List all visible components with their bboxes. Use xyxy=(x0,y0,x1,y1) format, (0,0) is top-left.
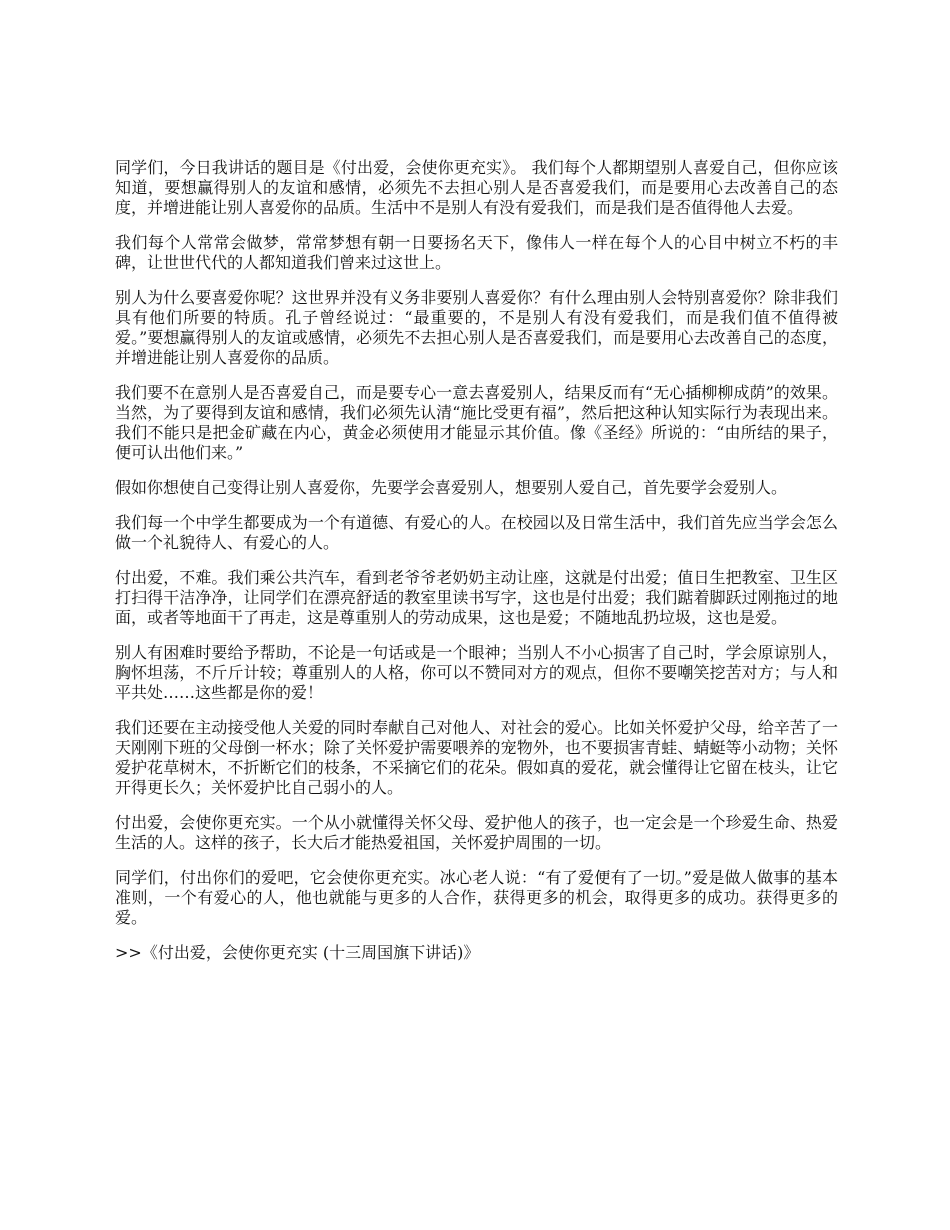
paragraph-2: 我们每个人常常会做梦，常常梦想有朝一日要扬名天下，像伟人一样在每个人的心目中树立不朽的丰碑，让世世代代的人都知道我们曾来过这世上。 xyxy=(115,233,838,272)
paragraph-10: 付出爱，会使你更充实。一个从小就懂得关怀父母、爱护他人的孩子，也一定会是一个珍爱生命、热爱生活的人。这样的孩子，长大后才能热爱祖国，关怀爱护周围的一切。 xyxy=(115,813,838,852)
paragraph-3: 别人为什么要喜爱你呢？这世界并没有义务非要别人喜爱你？有什么理由别人会特别喜爱你？除非我们具有他们所要的特质。孔子曾经说过：“最重要的，不是别人有没有爱我们，而是我们值不值得被爱。”要想赢得别人的友谊或感情，必须先不去担心别人是否喜爱我们，而是要用心去改善自己的态度，并增进能让别人喜爱你的品质。 xyxy=(115,288,838,367)
related-article-link[interactable]: >>《付出爱，会使你更充实 (十三周国旗下讲话)》 xyxy=(115,943,480,962)
paragraph-7: 付出爱，不难。我们乘公共汽车，看到老爷爷老奶奶主动让座，这就是付出爱；值日生把教室、卫生区打扫得干洁净净，让同学们在漂亮舒适的教室里读书写字，这也是付出爱；我们踮着脚跃过刚拖过的地面，或者等地面干了再走，这是尊重别人的劳动成果，这也是爱；不随地乱扔垃圾，这也是爱。 xyxy=(115,568,838,627)
paragraph-1: 同学们，今日我讲话的题目是《付出爱，会使你更充实》。 我们每个人都期望别人喜爱自己，但你应该知道，要想赢得别人的友谊和感情，必须先不去担心别人是否喜爱我们，而是要用心去改善自己的态度，并增进能让别人喜爱你的品质。生活中不是别人有没有爱我们，而是我们是否值得他人去爱。 xyxy=(115,158,838,217)
paragraph-9: 我们还要在主动接受他人关爱的同时奉献自己对他人、对社会的爱心。比如关怀爱护父母，给辛苦了一天刚刚下班的父母倒一杯水；除了关怀爱护需要喂养的宠物外，也不要损害青蛙、蜻蜓等小动物；关怀爱护花草树木，不折断它们的枝条，不采摘它们的花朵。假如真的爱花，就会懂得让它留在枝头，让它开得更长久；关怀爱护比自己弱小的人。 xyxy=(115,718,838,797)
paragraph-5: 假如你想使自己变得让别人喜爱你，先要学会喜爱别人，想要别人爱自己，首先要学会爱别人。 xyxy=(115,478,788,497)
paragraph-6: 我们每一个中学生都要成为一个有道德、有爱心的人。在校园以及日常生活中，我们首先应当学会怎么做一个礼貌待人、有爱心的人。 xyxy=(115,513,838,552)
paragraph-4: 我们要不在意别人是否喜爱自己，而是要专心一意去喜爱别人，结果反而有“无心插柳柳成荫”的效果。当然，为了要得到友谊和感情，我们必须先认清“施比受更有福”，然后把这种认知实际行为表现出来。我们不能只是把金矿藏在内心，黄金必须使用才能显示其价值。像《圣经》所说的：“由所结的果子，便可认出他们来。” xyxy=(115,383,838,462)
paragraph-8: 别人有困难时要给予帮助，不论是一句话或是一个眼神；当别人不小心损害了自己时，学会原谅别人，胸怀坦荡，不斤斤计较；尊重别人的人格，你可以不赞同对方的观点，但你不要嘲笑挖苦对方；与人和平共处……这些都是你的爱！ xyxy=(115,643,838,702)
document-body xyxy=(115,158,838,963)
paragraph-11: 同学们，付出你们的爱吧，它会使你更充实。冰心老人说：“有了爱便有了一切。”爱是做人做事的基本准则，一个有爱心的人，他也就能与更多的人合作，获得更多的机会，取得更多的成功。获得更多的爱。 xyxy=(115,868,838,927)
